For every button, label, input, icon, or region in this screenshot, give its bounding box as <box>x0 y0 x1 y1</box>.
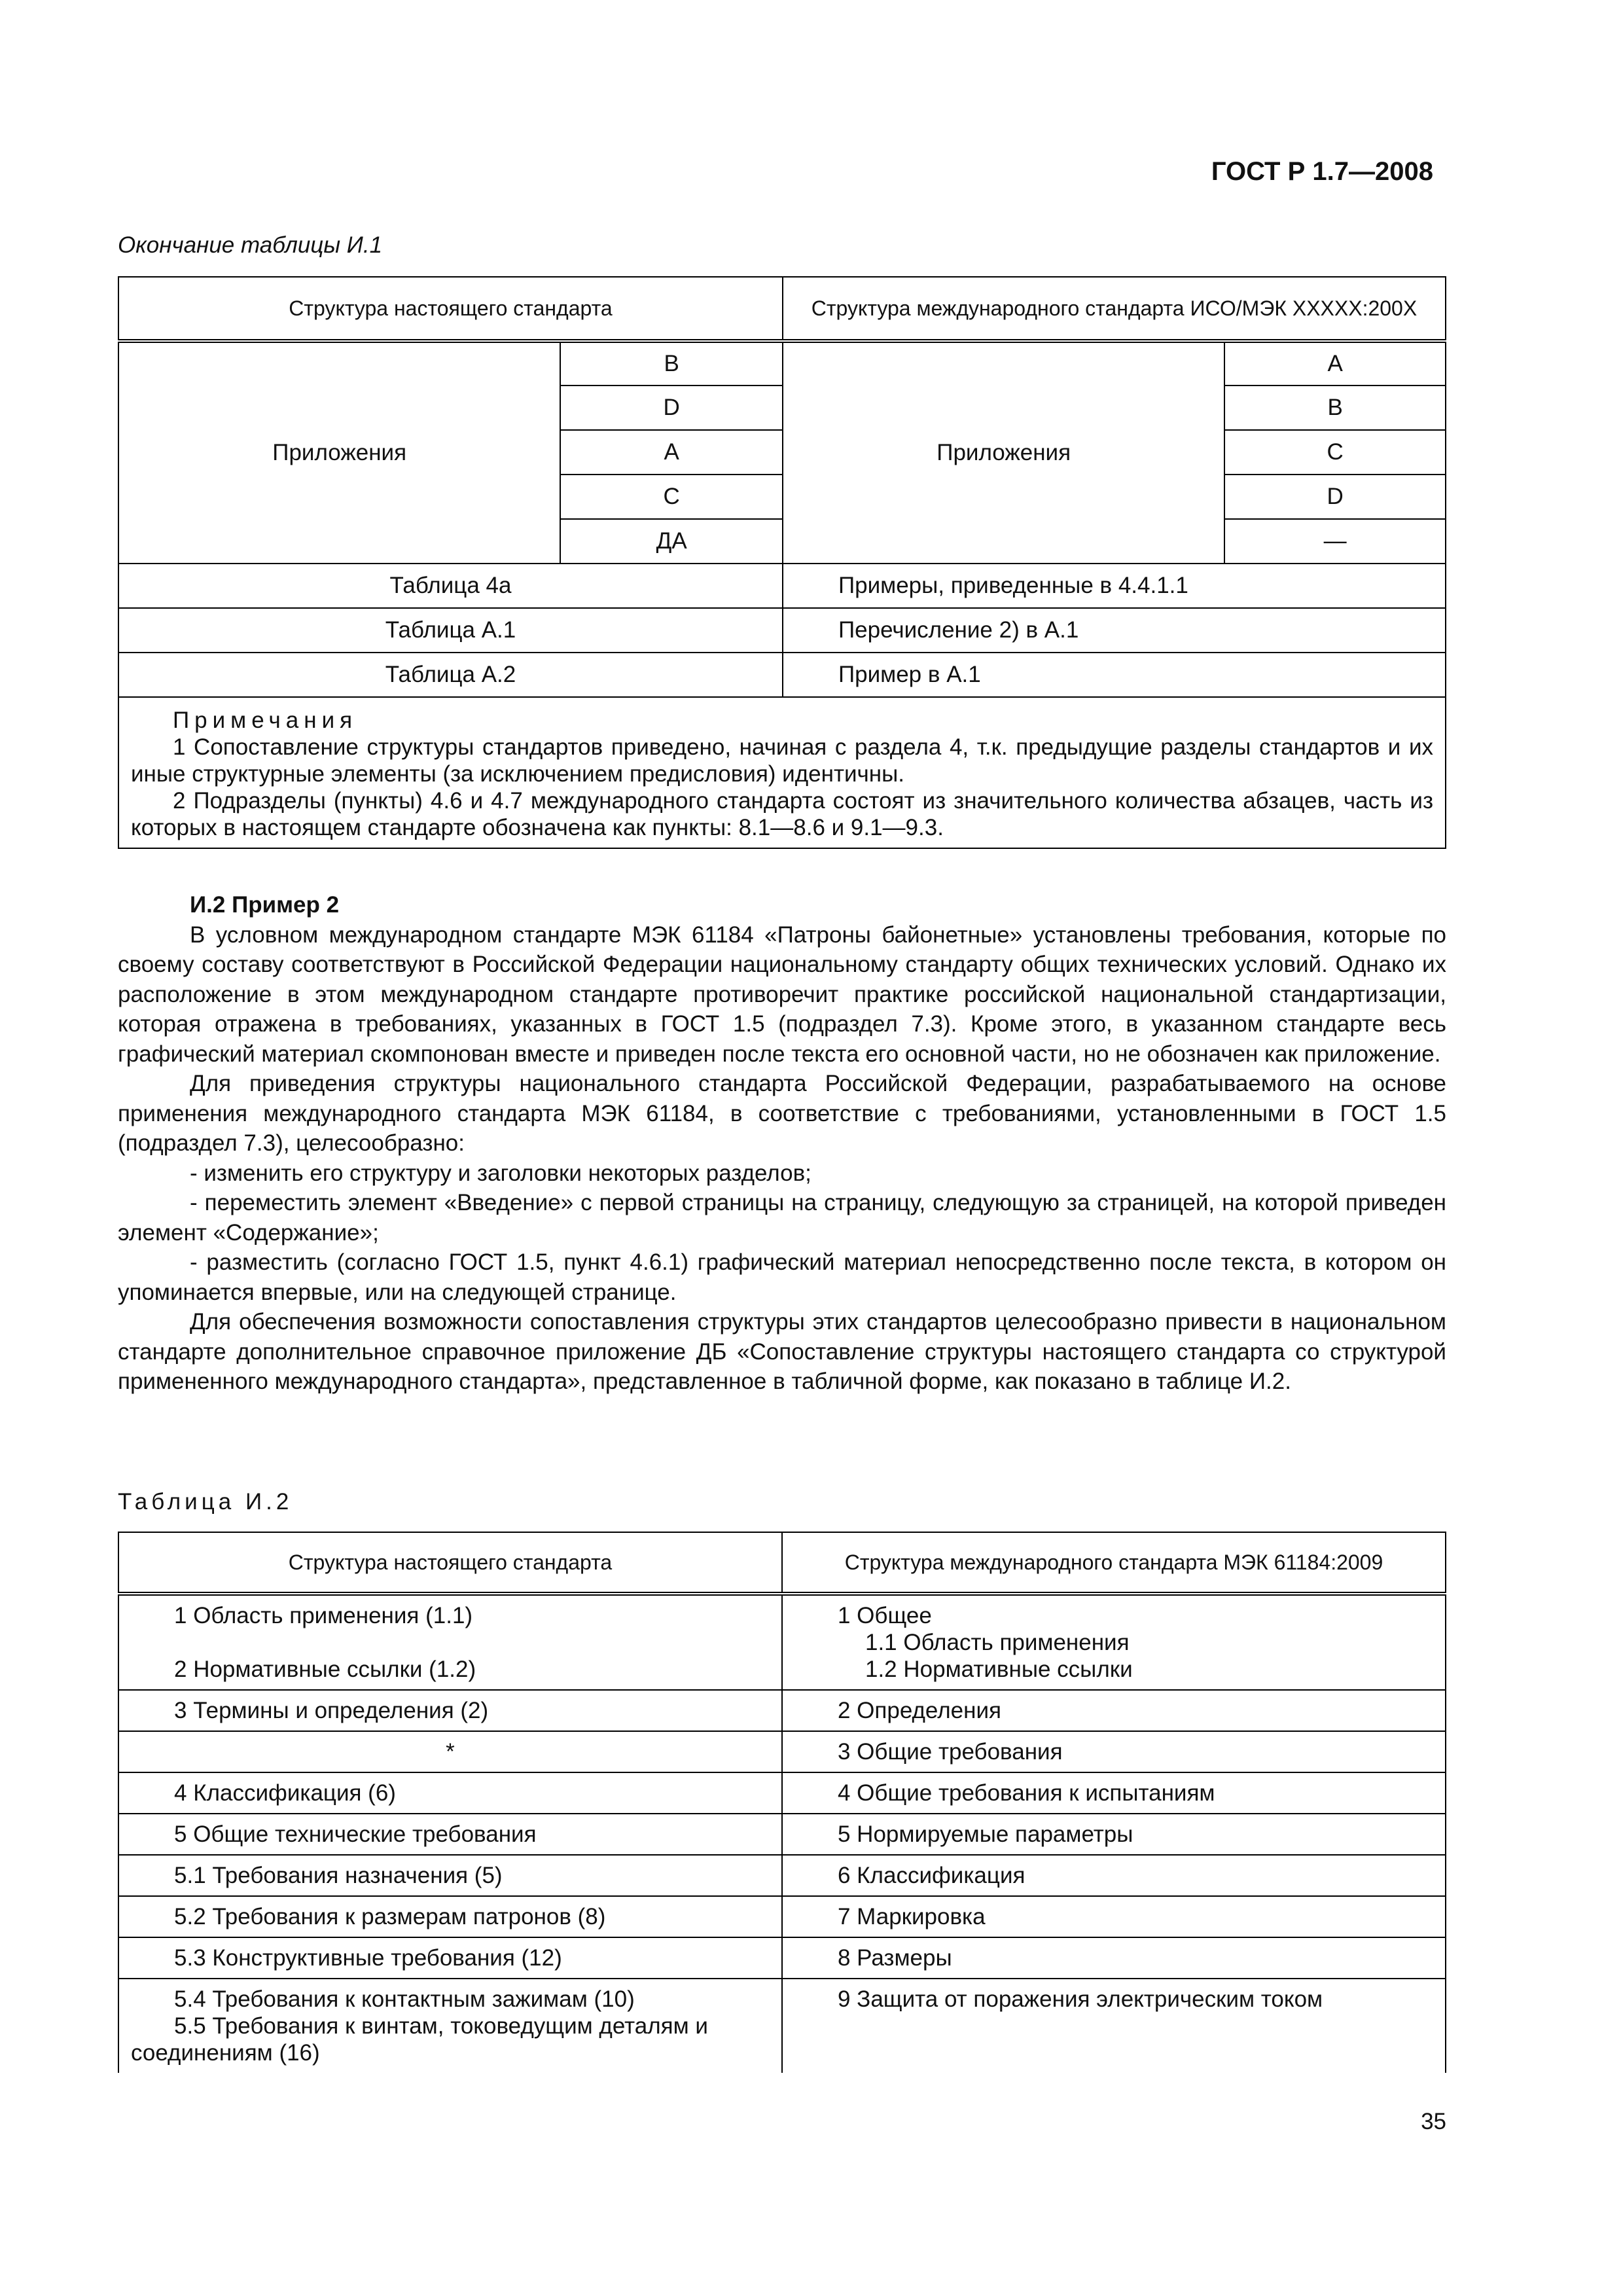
table1-right-code: D <box>1224 475 1446 519</box>
table1-left-code: C <box>560 475 783 519</box>
list-item: - разместить (согласно ГОСТ 1.5, пункт 4.6.1) графический материал непосредственно после текста, в котором он упоминается впервые, или на следующей странице. <box>118 1249 1446 1305</box>
table2-row-left: 4 Классификация (6) <box>118 1772 782 1814</box>
paragraph: В условном международном стандарте МЭК 61184 «Патроны байонетные» установлены требования, которые по своему составу соответствуют в Российской Федерации национальному стандарту общих технических условий. Однако их расположение в этом международном стандарте противоречит практике российской национальной стандартизации, которая отражена в требованиях, указанных в ГОСТ 1.5 (подраздел 7.3). Кроме этого, в указанном стандарте весь графический материал скомпонован вместе и приведен после текста его основной части, но не обозначен как приложение. <box>118 922 1446 1067</box>
paragraph: Для приведения структуры национального стандарта Российской Федерации, разрабатываемого на основе применения международного стандарта МЭК 61184, в соответствие с требованиями, установленными в ГОСТ 1.5 (подраздел 7.3), целесообразно: <box>118 1071 1446 1156</box>
table2-right-line: 1.1 Область применения <box>865 1630 1130 1655</box>
table2-col1-header: Структура настоящего стандарта <box>118 1532 782 1594</box>
table2 <box>118 1532 1446 2073</box>
table2-row-left <box>118 1594 782 1690</box>
table1-row-right: Примеры, приведенные в 4.4.1.1 <box>783 564 1446 608</box>
table2-left-line: 2 Нормативные ссылки (1.2) <box>174 1657 476 1682</box>
section-heading: И.2 Пример 2 <box>190 892 340 918</box>
table1-right-group: Приложения <box>783 341 1224 564</box>
table1-col1-header: Структура настоящего стандарта <box>118 277 783 341</box>
list-item: - переместить элемент «Введение» с первой страницы на страницу, следующую за страницей, на которой приведен элемент «Содержание»; <box>118 1190 1446 1246</box>
table2-row-left <box>118 1979 782 2073</box>
table1-row-right: Пример в А.1 <box>783 653 1446 697</box>
table2-caption: Таблица И.2 <box>118 1489 293 1515</box>
table1-left-group: Приложения <box>118 341 560 564</box>
table2-row-right: 4 Общие требования к испытаниям <box>782 1772 1446 1814</box>
table1-right-code: A <box>1224 341 1446 386</box>
table1-left-code: D <box>560 386 783 430</box>
section-example-2 <box>118 890 1446 1397</box>
table2-row-right: 7 Маркировка <box>782 1896 1446 1937</box>
note-item: 2 Подразделы (пункты) 4.6 и 4.7 международного стандарта состоят из значительного количества абзацев, часть из которых в настоящем стандарте обозначена как пункты: 8.1—8.6 и 9.1—9.3. <box>131 788 1433 840</box>
table2-row-left: * <box>118 1731 782 1772</box>
note-item: 1 Сопоставление структуры стандартов приведено, начиная с раздела 4, т.к. предыдущие разделы стандартов и их иные структурные элементы (за исключением предисловия) идентичны. <box>131 734 1433 787</box>
list-item: - изменить его структуру и заголовки некоторых разделов; <box>190 1160 812 1186</box>
table1-right-code: B <box>1224 386 1446 430</box>
table2-row-right: 2 Определения <box>782 1690 1446 1731</box>
table2-left-line: 5.4 Требования к контактным зажимам (10) <box>174 1986 635 2012</box>
table1-row-left: Таблица 4а <box>118 564 783 608</box>
table2-left-line: 1 Область применения (1.1) <box>174 1603 473 1628</box>
table1-row-right: Перечисление 2) в А.1 <box>783 608 1446 653</box>
document-code: ГОСТ Р 1.7—2008 <box>1211 157 1433 186</box>
table1 <box>118 276 1446 849</box>
table1-caption: Окончание таблицы И.1 <box>118 232 383 258</box>
table2-row-left: 5.1 Требования назначения (5) <box>118 1855 782 1896</box>
table2-right-line: 1.2 Нормативные ссылки <box>865 1657 1133 1682</box>
table2-row-right: 6 Классификация <box>782 1855 1446 1896</box>
table2-row-right <box>782 1594 1446 1690</box>
table1-left-code: A <box>560 430 783 475</box>
table1-col2-header: Структура международного стандарта ИСО/МЭК XXXXX:200X <box>783 277 1446 341</box>
table2-row-right: 3 Общие требования <box>782 1731 1446 1772</box>
table2-col2-header: Структура международного стандарта МЭК 61184:2009 <box>782 1532 1446 1594</box>
paragraph: Для обеспечения возможности сопоставления структуры этих стандартов целесообразно привести в национальном стандарте дополнительное справочное приложение ДБ «Сопоставление структуры настоящего стандарта со структурой примененного международного стандарта», представленное в табличной форме, как показано в таблице И.2. <box>118 1309 1446 1394</box>
table1-notes <box>118 697 1446 848</box>
table2-row-right: 9 Защита от поражения электрическим током <box>782 1979 1446 2073</box>
table1-left-code: ДА <box>560 519 783 564</box>
table1-row-left: Таблица А.1 <box>118 608 783 653</box>
table2-row-left: 5 Общие технические требования <box>118 1814 782 1855</box>
table1-row-left: Таблица А.2 <box>118 653 783 697</box>
table1-right-code: C <box>1224 430 1446 475</box>
table1-left-code: B <box>560 341 783 386</box>
table2-row-right: 8 Размеры <box>782 1937 1446 1979</box>
table2-row-right: 5 Нормируемые параметры <box>782 1814 1446 1855</box>
table2-row-left: 3 Термины и определения (2) <box>118 1690 782 1731</box>
table2-row-left: 5.2 Требования к размерам патронов (8) <box>118 1896 782 1937</box>
notes-title: Примечания <box>173 708 358 733</box>
table2-right-line: 1 Общее <box>837 1603 932 1628</box>
table1-right-code: — <box>1224 519 1446 564</box>
table2-row-left: 5.3 Конструктивные требования (12) <box>118 1937 782 1979</box>
page-number: 35 <box>1421 2109 1446 2134</box>
table2-left-line: 5.5 Требования к винтам, токоведущим деталям и соединениям (16) <box>131 2013 708 2066</box>
